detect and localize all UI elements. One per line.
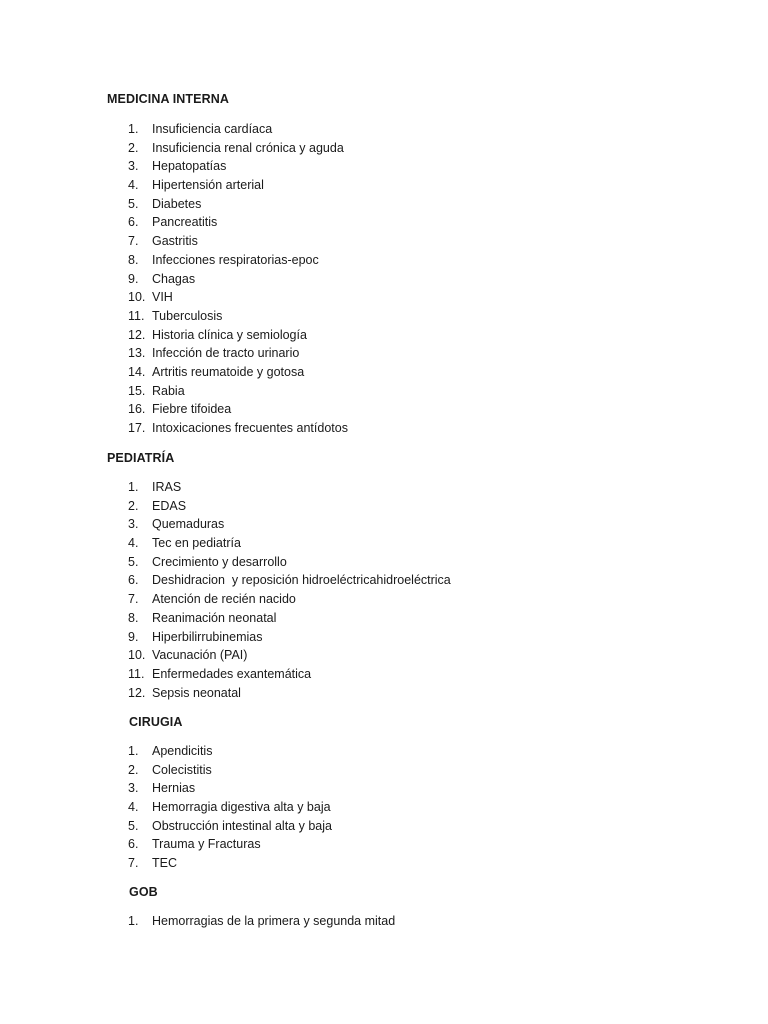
list-item: 7. Gastritis <box>128 234 198 249</box>
list-item: 6. Pancreatitis <box>128 215 218 230</box>
list-item: 1. Apendicitis <box>128 744 213 758</box>
list-item: 11. Tuberculosis <box>128 308 223 323</box>
list-item: 10. VIH <box>128 290 173 305</box>
list-item: 4. Hipertensión arterial <box>128 178 264 193</box>
section-list-medicina-interna <box>128 120 348 438</box>
list-item: 12. Sepsis neonatal <box>128 685 241 700</box>
list-item: 14. Artritis reumatoide y gotosa <box>128 364 305 379</box>
list-item: 12. Historia clínica y semiología <box>128 327 307 342</box>
list-item: 6. Deshidracion y reposición hidroeléctricahidroeléctrica <box>128 573 451 588</box>
section-list-gob <box>128 912 395 931</box>
section-title-gob: GOB <box>129 885 158 899</box>
list-item: 10. Vacunación (PAI) <box>128 648 248 663</box>
list-item: 15. Rabia <box>128 383 185 398</box>
section-title-medicina-interna: MEDICINA INTERNA <box>107 92 229 106</box>
list-item: 2. Colecistitis <box>128 762 212 777</box>
list-item: 1. Hemorragias de la primera y segunda mitad <box>128 914 396 928</box>
section-list-pediatria <box>128 478 451 702</box>
list-item: 8. Reanimación neonatal <box>128 610 277 625</box>
list-item: 17. Intoxicaciones frecuentes antídotos <box>128 421 348 435</box>
list-item: 7. TEC <box>128 856 177 871</box>
list-item: 13. Infección de tracto urinario <box>128 346 300 361</box>
list-item: 4. Hemorragia digestiva alta y baja <box>128 800 331 815</box>
list-item: 3. Hernias <box>128 781 196 796</box>
list-item: 2. Insuficiencia renal crónica y aguda <box>128 140 344 155</box>
list-item: 2. EDAS <box>128 498 187 513</box>
list-item: 3. Hepatopatías <box>128 159 227 174</box>
list-item: 7. Atención de recién nacido <box>128 592 296 607</box>
list-item: 9. Chagas <box>128 271 196 286</box>
list-item: 5. Obstrucción intestinal alta y baja <box>128 818 332 833</box>
list-item: 16. Fiebre tifoidea <box>128 402 232 417</box>
list-item: 11. Enfermedades exantemática <box>128 666 312 681</box>
list-item: 6. Trauma y Fracturas <box>128 837 261 852</box>
section-list-cirugia <box>128 742 332 873</box>
list-item: 8. Infecciones respiratorias-epoc <box>128 252 319 267</box>
section-title-cirugia: CIRUGIA <box>129 715 183 729</box>
list-item: 3. Quemaduras <box>128 517 225 532</box>
list-item: 5. Crecimiento y desarrollo <box>128 554 287 569</box>
list-item: 9. Hiperbilirrubinemias <box>128 629 263 644</box>
section-title-pediatria: PEDIATRÍA <box>107 451 175 465</box>
list-item: 1. IRAS <box>128 480 182 494</box>
list-item: 1. Insuficiencia cardíaca <box>128 122 273 136</box>
list-item: 5. Diabetes <box>128 196 202 211</box>
list-item: 4. Tec en pediatría <box>128 536 241 551</box>
